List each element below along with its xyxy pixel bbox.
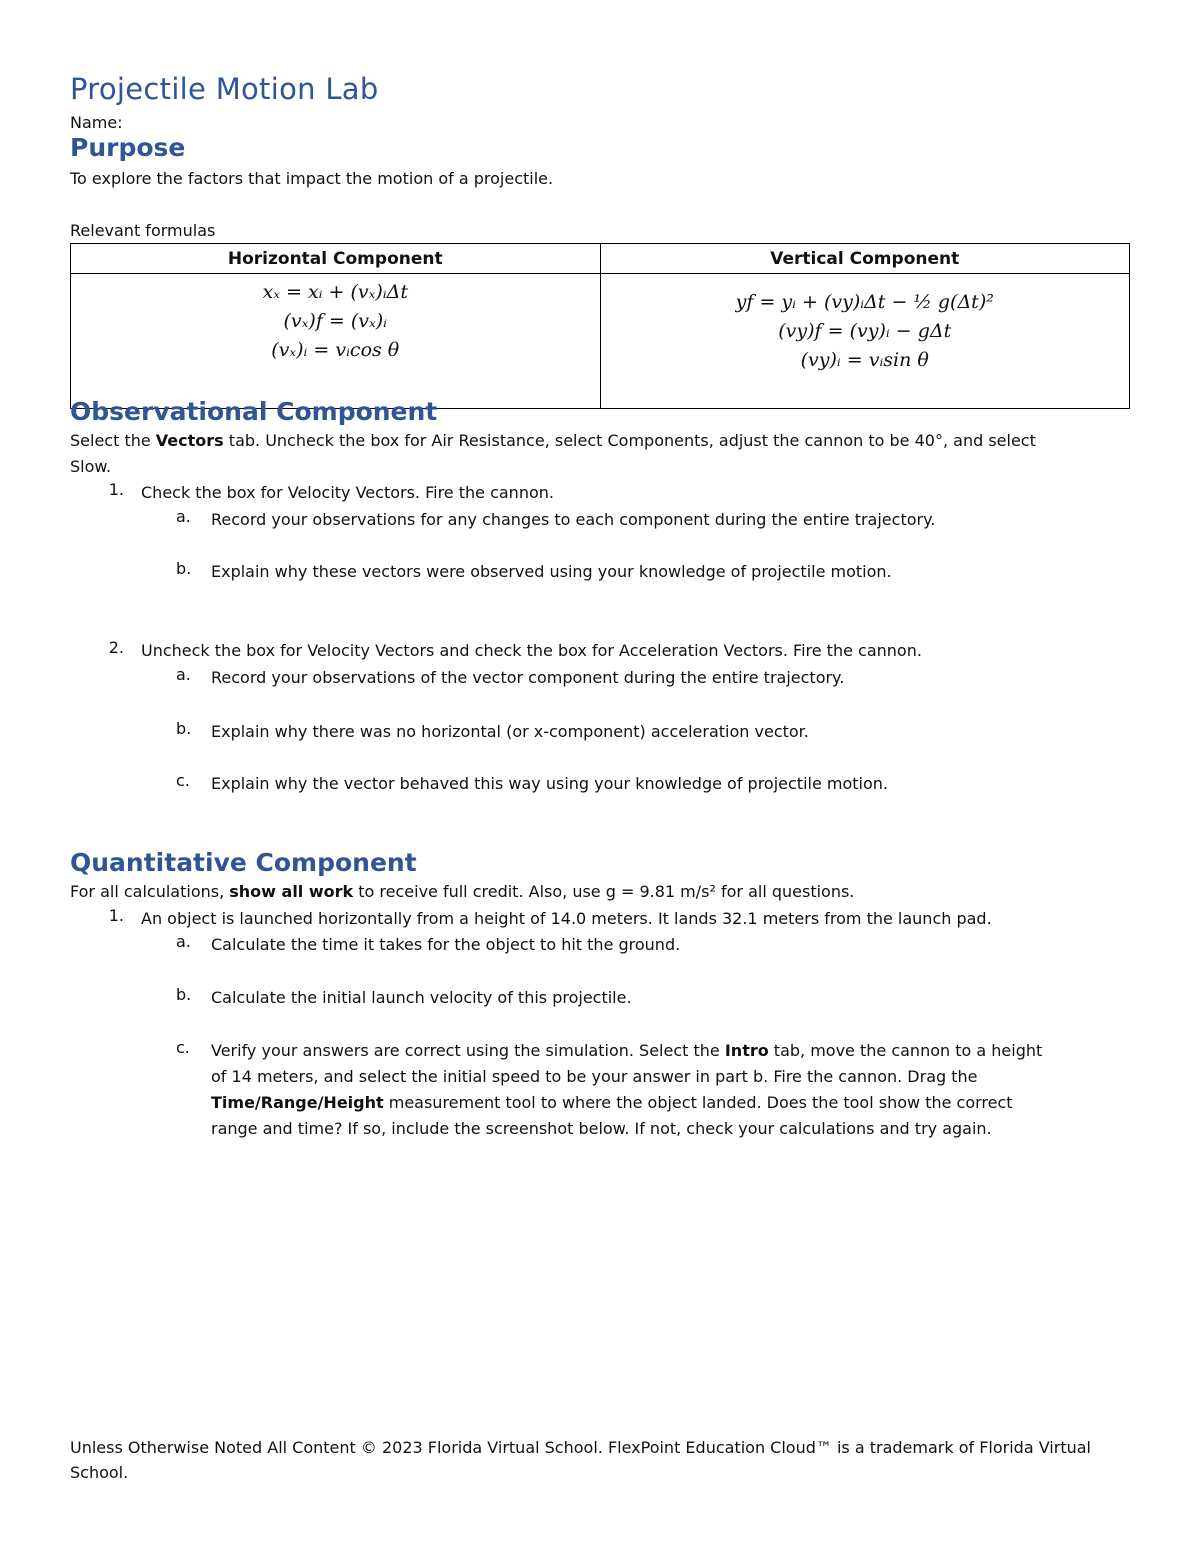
- list-letter: c.: [176, 1038, 190, 1057]
- list-item: Calculate the time it takes for the object to hit the ground.: [211, 935, 681, 954]
- list-letter: b.: [176, 559, 192, 578]
- vertical-position-formula: yf = yᵢ + (vy)ᵢΔt − ½ g(Δt)²: [735, 291, 994, 313]
- quantitative-intro: For all calculations, show all work to receive full credit. Also, use g = 9.81 m/s² for all questions.: [70, 882, 855, 901]
- observational-intro: Select the Vectors tab. Uncheck the box for Air Resistance, select Components, adjust the cannon to be 40°, and select: [70, 431, 1036, 450]
- observational-heading: Observational Component: [70, 397, 438, 426]
- purpose-text: To explore the factors that impact the motion of a projectile.: [70, 169, 554, 188]
- vertical-final-velocity-formula: (vy)f = (vy)ᵢ − gΔt: [778, 320, 952, 342]
- list-item: Record your observations for any changes to each component during the entire trajectory.: [211, 510, 936, 529]
- name-label: Name:: [70, 113, 123, 132]
- list-item: Check the box for Velocity Vectors. Fire the cannon.: [141, 483, 554, 502]
- vertical-initial-velocity-formula: (vy)ᵢ = vᵢsin θ: [800, 349, 929, 371]
- vertical-formulas-cell: [600, 274, 1130, 409]
- horizontal-header: Horizontal Component: [71, 244, 601, 274]
- list-letter: a.: [176, 932, 191, 951]
- observational-intro-cont: Slow.: [70, 457, 112, 476]
- list-letter: a.: [176, 665, 191, 684]
- list-number: 2.: [108, 638, 124, 657]
- list-item: Explain why these vectors were observed using your knowledge of projectile motion.: [211, 562, 892, 581]
- quantitative-heading: Quantitative Component: [70, 848, 417, 877]
- footer-copyright: Unless Otherwise Noted All Content © 2023 Florida Virtual School. FlexPoint Education Cloud™ is a trademark of Florida Virtual School.: [70, 1438, 1091, 1482]
- list-number: 1.: [108, 480, 124, 499]
- list-item: Verify your answers are correct using the simulation. Select the Intro tab, move the cannon to a height: [211, 1041, 1043, 1060]
- list-item: Explain why the vector behaved this way using your knowledge of projectile motion.: [211, 774, 888, 793]
- list-number: 1.: [108, 906, 124, 925]
- list-item: Uncheck the box for Velocity Vectors and check the box for Acceleration Vectors. Fire the cannon.: [141, 641, 922, 660]
- list-item: Record your observations of the vector component during the entire trajectory.: [211, 668, 845, 687]
- document-title: Projectile Motion Lab: [70, 72, 379, 106]
- formulas-table: [70, 243, 1130, 409]
- purpose-heading: Purpose: [70, 133, 186, 162]
- list-letter: a.: [176, 507, 191, 526]
- horizontal-final-velocity-formula: (vₓ)f = (vₓ)ᵢ: [283, 310, 387, 332]
- list-letter: b.: [176, 719, 192, 738]
- list-item-cont: range and time? If so, include the screenshot below. If not, check your calculations and try again.: [211, 1119, 992, 1138]
- list-item: Calculate the initial launch velocity of this projectile.: [211, 988, 632, 1007]
- list-letter: b.: [176, 985, 192, 1004]
- vertical-header: Vertical Component: [600, 244, 1130, 274]
- list-item-cont: Time/Range/Height measurement tool to where the object landed. Does the tool show the correct: [211, 1093, 1013, 1112]
- list-item: Explain why there was no horizontal (or x-component) acceleration vector.: [211, 722, 809, 741]
- list-letter: c.: [176, 771, 190, 790]
- formulas-label: Relevant formulas: [70, 221, 216, 240]
- horizontal-position-formula: xₓ = xᵢ + (vₓ)ᵢΔt: [262, 281, 408, 303]
- list-item-cont: of 14 meters, and select the initial speed to be your answer in part b. Fire the cannon. Drag the: [211, 1067, 978, 1086]
- horizontal-formulas-cell: [71, 274, 601, 409]
- horizontal-initial-velocity-formula: (vₓ)ᵢ = vᵢcos θ: [271, 339, 400, 361]
- list-item: An object is launched horizontally from a height of 14.0 meters. It lands 32.1 meters from the launch pad.: [141, 909, 992, 928]
